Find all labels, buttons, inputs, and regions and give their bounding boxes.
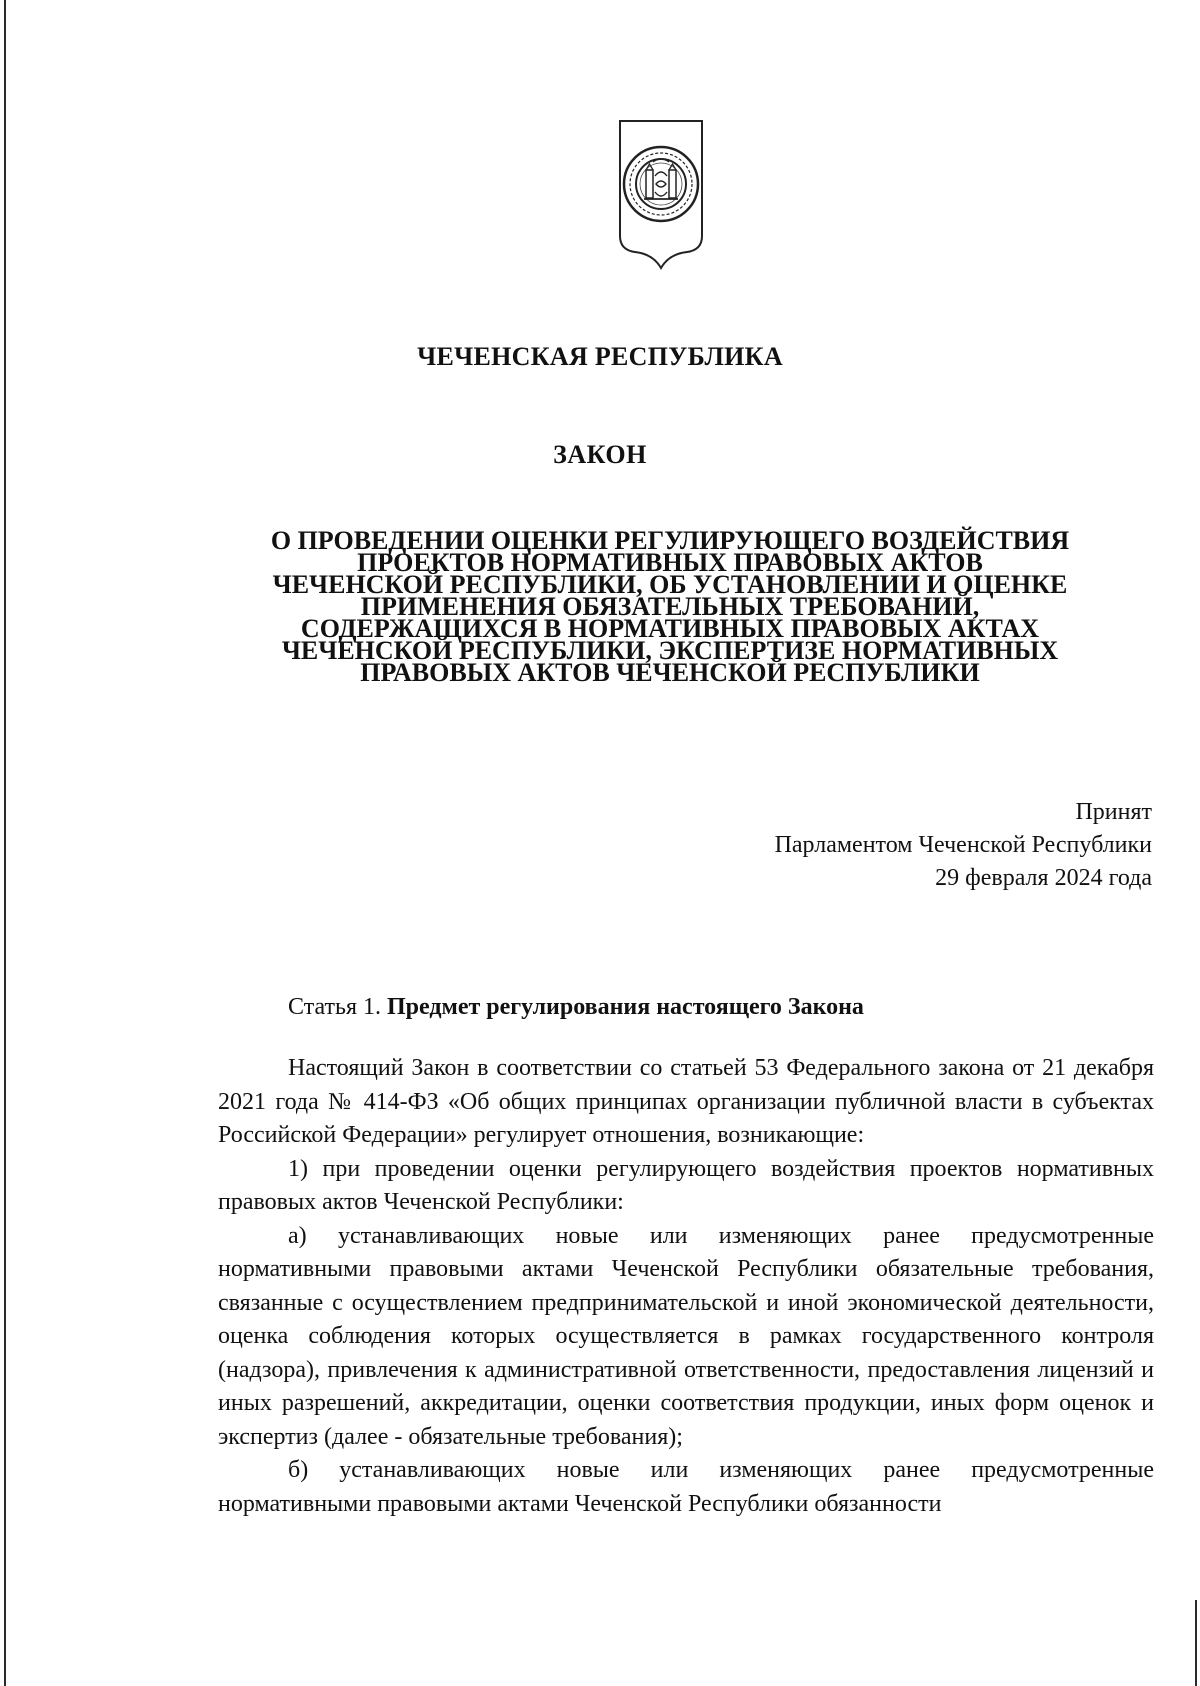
law-title-line: О ПРОВЕДЕНИИ ОЦЕНКИ РЕГУЛИРУЮЩЕГО ВОЗДЕЙСТВИЯ — [270, 526, 1070, 555]
adoption-body: Парламентом Чеченской Республики — [774, 832, 1152, 858]
coat-of-arms-icon — [617, 118, 705, 272]
law-title-line: ПРОЕКТОВ НОРМАТИВНЫХ ПРАВОВЫХ АКТОВ — [357, 548, 983, 577]
body-paragraph: б) устанавливающих новые или изменяющих ранее предусмотренные нормативными правовыми актами Чеченской Республики обязанности — [218, 1457, 1154, 1517]
law-title-line: ПРИМЕНЕНИЯ ОБЯЗАТЕЛЬНЫХ ТРЕБОВАНИЙ, — [360, 592, 980, 621]
law-title-line: ЧЕЧЕНСКОЙ РЕСПУБЛИКИ, ОБ УСТАНОВЛЕНИИ И ОЦЕНКЕ — [272, 570, 1068, 599]
republic-heading: ЧЕЧЕНСКАЯ РЕСПУБЛИКА — [417, 342, 783, 371]
adoption-block — [775, 796, 1152, 895]
law-title — [200, 526, 1140, 687]
body-paragraph: 1) при проведении оценки регулирующего воздействия проектов нормативных правовых актов Чеченской Республики: — [218, 1155, 1154, 1215]
law-title-line: СОДЕРЖАЩИХСЯ В НОРМАТИВНЫХ ПРАВОВЫХ АКТАХ — [300, 614, 1040, 643]
adoption-date: 29 февраля 2024 года — [935, 865, 1152, 891]
article-number: Статья 1. — [288, 994, 387, 1020]
law-heading: ЗАКОН — [553, 440, 647, 469]
adoption-label: Принят — [1075, 799, 1152, 825]
law-title-line: ПРАВОВЫХ АКТОВ ЧЕЧЕНСКОЙ РЕСПУБЛИКИ — [360, 658, 980, 687]
scan-edge-right — [1195, 1600, 1197, 1686]
article-heading — [288, 994, 864, 1021]
scan-edge-left — [4, 0, 6, 1686]
article-body — [218, 1052, 1154, 1521]
body-paragraph: а) устанавливающих новые или изменяющих ранее предусмотренные нормативными правовыми актами Чеченской Республики обязательные требования, связанные с осуществлением предпринимательской и иной экономической деятельности, оценка соблюдения которых осуществляется в рамках государственного контроля (надзора), привлечения к административной ответственности, предоставления лицензий и иных разрешений, аккредитации, оценки соответствия продукции, иных форм оценок и экспертиз (далее - обязательные требования); — [218, 1222, 1154, 1450]
article-title: Предмет регулирования настоящего Закона — [386, 994, 864, 1020]
law-title-line: ЧЕЧЕНСКОЙ РЕСПУБЛИКИ, ЭКСПЕРТИЗЕ НОРМАТИВНЫХ — [281, 636, 1059, 665]
body-paragraph: Настоящий Закон в соответствии со статьей 53 Федерального закона от 21 декабря 2021 года № 414-ФЗ «Об общих принципах организации публичной власти в субъектах Российской Федерации» регулирует отношения, возникающие: — [218, 1055, 1154, 1148]
